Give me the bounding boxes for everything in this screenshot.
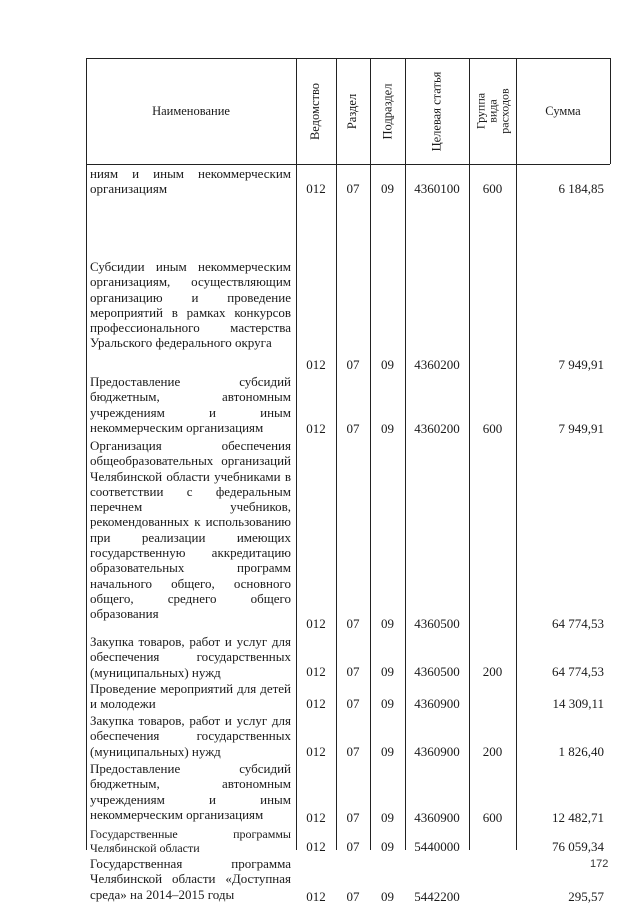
- row-razd: 07: [346, 663, 360, 679]
- table-row: [86, 713, 610, 759]
- row-podr: 09: [381, 695, 394, 711]
- row-sum: 7 949,91: [558, 420, 604, 436]
- row-name: Организация обеспечения общеобразовательных организаций Челябинской области учебниками в соответствии с федеральным перечнем учебников, рекомендованных к использованию при реализации имеющих государственную аккредитацию образовательных программ начального общего, основного общего, среднего общего образования: [90, 438, 291, 622]
- row-sum: 64 774,53: [552, 663, 604, 679]
- row-ved: 012: [306, 615, 326, 631]
- row-sum: 76 059,34: [552, 838, 604, 854]
- header-podrazdel: [370, 58, 405, 164]
- row-razd: 07: [346, 743, 360, 759]
- row-gvr: 600: [482, 420, 503, 436]
- row-ved: 012: [306, 420, 326, 436]
- header-gruppa: [469, 58, 516, 164]
- header-summa: [516, 58, 610, 164]
- row-ved: 012: [306, 180, 326, 196]
- row-podr: 09: [381, 420, 394, 436]
- row-podr: 09: [381, 888, 394, 904]
- table-row: [86, 259, 610, 372]
- row-cs: 4360100: [414, 180, 460, 196]
- header-gruppa-label: Группа вида расходов: [473, 88, 512, 134]
- row-name: Закупка товаров, работ и услуг для обеспечения государственных (муниципальных) нужд: [90, 713, 291, 759]
- row-name: Проведение мероприятий для детей и молодежи: [90, 681, 291, 712]
- table-row: [86, 761, 610, 825]
- row-podr: 09: [381, 743, 394, 759]
- row-cs: 5442200: [414, 888, 460, 904]
- row-cs: 4360900: [414, 743, 460, 759]
- row-cs: 4360900: [414, 695, 460, 711]
- row-gvr: 200: [482, 743, 503, 759]
- row-ved: 012: [306, 743, 326, 759]
- row-gvr: 200: [482, 663, 503, 679]
- row-sum: 7 949,91: [558, 356, 604, 372]
- row-sum: 64 774,53: [552, 615, 604, 631]
- row-sum: 12 482,71: [552, 809, 604, 825]
- row-razd: 07: [346, 838, 360, 854]
- header-razdel: [336, 58, 370, 164]
- row-name: Предоставление субсидий бюджетным, автономным учреждениям и иным некоммерческим организациям: [90, 761, 291, 822]
- row-sum: 14 309,11: [552, 695, 604, 711]
- row-sum: 6 184,85: [558, 180, 604, 196]
- row-ved: 012: [306, 695, 326, 711]
- row-ved: 012: [306, 809, 326, 825]
- row-ved: 012: [306, 356, 326, 372]
- row-podr: 09: [381, 356, 394, 372]
- row-cs: 4360500: [414, 615, 460, 631]
- row-podr: 09: [381, 180, 394, 196]
- row-cs: 4360500: [414, 663, 460, 679]
- page-number: 172: [590, 858, 609, 870]
- row-razd: 07: [346, 180, 360, 196]
- row-name: Субсидии иным некоммерческим организациям, осуществляющим организацию и проведение мероприятий в рамках конкурсов профессионального мастерства Уральского федерального округа: [90, 259, 291, 351]
- row-razd: 07: [346, 695, 360, 711]
- row-razd: 07: [346, 888, 360, 904]
- row-gvr: 600: [482, 809, 503, 825]
- row-name: Государственные программы Челябинской области: [90, 827, 291, 856]
- row-ved: 012: [306, 888, 326, 904]
- header-tselevaya: [405, 58, 469, 164]
- row-name: ниям и иным некоммерческим организациям: [90, 166, 291, 197]
- header-name-label: Наименование: [152, 103, 230, 118]
- row-cs: 4360200: [414, 356, 460, 372]
- row-sum: 295,57: [568, 888, 604, 904]
- row-razd: 07: [346, 420, 360, 436]
- table-row: [86, 856, 610, 904]
- table-row: [86, 438, 610, 631]
- table-row: [86, 634, 610, 679]
- header-vedomstvo: [296, 58, 336, 164]
- row-podr: 09: [381, 615, 394, 631]
- row-cs: 4360200: [414, 420, 460, 436]
- row-razd: 07: [346, 809, 360, 825]
- header-podrazdel-label: Подраздел: [380, 83, 394, 139]
- header-vedomstvo-label: Ведомство: [308, 82, 323, 140]
- table-row: [86, 827, 610, 854]
- row-ved: 012: [306, 838, 326, 854]
- row-sum: 1 826,40: [558, 743, 604, 759]
- row-podr: 09: [381, 838, 394, 854]
- row-name: Предоставление субсидий бюджетным, автономным учреждениям и иным некоммерческим организациям: [90, 374, 291, 435]
- row-name: Закупка товаров, работ и услуг для обеспечения государственных (муниципальных) нужд: [90, 634, 291, 680]
- row-razd: 07: [346, 356, 360, 372]
- row-ved: 012: [306, 663, 326, 679]
- row-cs: 4360900: [414, 809, 460, 825]
- row-gvr: 600: [482, 180, 503, 196]
- header-summa-label: Сумма: [545, 103, 581, 118]
- row-razd: 07: [346, 615, 360, 631]
- header-tselevaya-label: Целевая статья: [429, 71, 444, 151]
- table-row: [86, 374, 610, 436]
- row-podr: 09: [381, 809, 394, 825]
- table-row: [86, 166, 610, 196]
- row-cs: 5440000: [414, 838, 460, 854]
- row-podr: 09: [381, 663, 394, 679]
- header-name: [86, 58, 296, 164]
- row-name: Государственная программа Челябинской области «Доступная среда» на 2014–2015 годы: [90, 856, 291, 902]
- header-razdel-label: Раздел: [345, 93, 360, 129]
- table-row: [86, 681, 610, 711]
